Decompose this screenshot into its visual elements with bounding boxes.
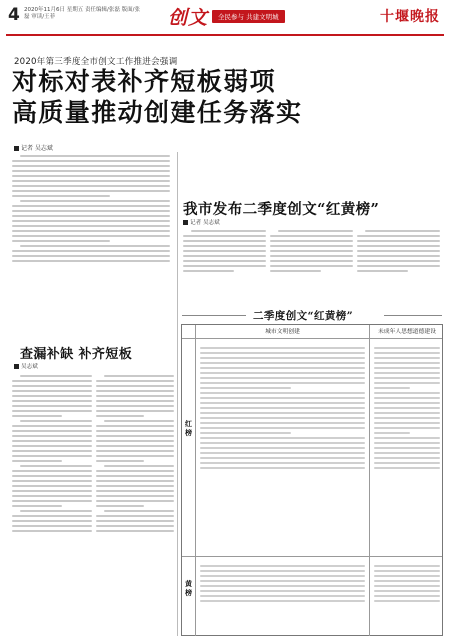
text-line: [96, 515, 174, 517]
text-line: [357, 265, 440, 267]
text-line: [96, 530, 174, 532]
text-line: [12, 225, 170, 227]
rank-table-title: 二季度创文“红黄榜”: [253, 310, 354, 322]
text-line: [12, 190, 170, 192]
text-line: [96, 475, 174, 477]
text-line: [12, 395, 92, 397]
text-line: [20, 465, 92, 467]
text-line: [96, 500, 174, 502]
text-line: [374, 570, 440, 572]
brand-slogan: 全民参与 共建文明城: [212, 10, 285, 23]
text-line: [12, 430, 92, 432]
text-line: [12, 195, 110, 197]
text-line: [96, 430, 174, 432]
right-article-headline: 我市发布二季度创文“红黄榜”: [183, 201, 380, 218]
text-line: [200, 387, 291, 389]
left-article-body-col-1: [12, 372, 92, 634]
text-line: [374, 372, 440, 374]
text-line: [12, 460, 62, 462]
text-line: [374, 575, 440, 577]
text-line: [374, 417, 440, 419]
text-lines: [96, 375, 174, 532]
text-line: [374, 387, 410, 389]
text-lines: [270, 230, 353, 272]
text-line: [200, 392, 365, 394]
text-line: [12, 210, 170, 212]
text-lines: [374, 562, 440, 631]
text-line: [374, 402, 440, 404]
text-line: [270, 250, 353, 252]
text-line: [12, 475, 92, 477]
text-line: [12, 205, 170, 207]
text-line: [200, 600, 365, 602]
text-line: [96, 410, 174, 412]
text-line: [270, 235, 353, 237]
text-line: [374, 600, 440, 602]
text-line: [12, 410, 92, 412]
text-line: [374, 347, 440, 349]
text-line: [96, 485, 174, 487]
yellow-list-label: 黄榜: [185, 579, 192, 597]
text-line: [200, 432, 291, 434]
main-headline-line-1: 对标对表补齐短板弱项: [12, 67, 277, 96]
text-line: [374, 565, 440, 567]
text-line: [96, 380, 174, 382]
text-line: [96, 455, 174, 457]
text-line: [374, 427, 440, 429]
left-article-body-col-2: [96, 372, 174, 634]
text-lines: [12, 155, 170, 262]
text-line: [12, 495, 92, 497]
text-line: [200, 585, 365, 587]
text-line: [12, 435, 92, 437]
text-line: [12, 405, 92, 407]
text-line: [12, 170, 170, 172]
brand-wordmark: 创文: [168, 6, 209, 29]
text-line: [96, 395, 174, 397]
text-line: [374, 392, 440, 394]
column-divider: [177, 152, 178, 636]
text-line: [96, 390, 174, 392]
text-line: [374, 437, 440, 439]
red-list-minor-cell: [370, 339, 444, 556]
text-line: [12, 165, 170, 167]
text-line: [200, 372, 365, 374]
text-line: [96, 490, 174, 492]
text-line: [200, 402, 365, 404]
table-header-row: [182, 325, 442, 339]
text-line: [200, 347, 365, 349]
text-line: [374, 397, 440, 399]
text-line: [357, 235, 440, 237]
text-line: [183, 270, 234, 272]
text-lines: [183, 230, 266, 272]
text-line: [96, 425, 174, 427]
text-line: [12, 215, 170, 217]
main-article-kicker: 2020年第三季度全市创文工作推进会强调: [14, 57, 178, 67]
text-line: [278, 230, 353, 232]
text-line: [200, 427, 365, 429]
text-line: [374, 352, 440, 354]
left-byline-text: 吴志斌: [21, 364, 38, 370]
text-line: [200, 352, 365, 354]
dateline: 2020年11月6日 星期五 责任编辑/张磊 版面/张磊 审读/王菲: [24, 7, 140, 20]
text-line: [12, 470, 92, 472]
text-line: [96, 450, 174, 452]
red-list-label: 红榜: [185, 419, 192, 437]
yellow-list-label-cell: [182, 557, 196, 636]
text-line: [12, 520, 92, 522]
text-line: [200, 462, 365, 464]
text-line: [270, 265, 353, 267]
text-line: [374, 367, 440, 369]
text-line: [12, 180, 170, 182]
yellow-list-minor-cell: [370, 557, 444, 636]
text-line: [374, 442, 440, 444]
main-article-headline: [12, 66, 436, 128]
byline-square-icon: [183, 220, 188, 225]
table-row-yellow: [182, 557, 442, 636]
text-line: [12, 160, 170, 162]
table-header-city: 城市文明创建: [196, 325, 370, 338]
right-article-body-col-2: [270, 227, 353, 299]
text-line: [12, 250, 170, 252]
text-line: [12, 235, 170, 237]
text-line: [96, 460, 144, 462]
text-line: [374, 412, 440, 414]
text-line: [12, 455, 92, 457]
text-line: [374, 462, 440, 464]
text-line: [20, 245, 170, 247]
text-line: [12, 505, 62, 507]
text-line: [200, 442, 365, 444]
text-line: [20, 420, 92, 422]
rank-table: [181, 324, 443, 636]
text-line: [12, 220, 170, 222]
table-header-minor: 未成年人思想道德建设: [378, 329, 436, 335]
yellow-list-city-cell: [196, 557, 370, 636]
text-line: [104, 465, 174, 467]
text-line: [270, 240, 353, 242]
text-lines: [357, 230, 440, 272]
red-list-label-cell: [182, 339, 196, 556]
text-line: [12, 400, 92, 402]
text-line: [12, 515, 92, 517]
text-line: [96, 400, 174, 402]
text-line: [357, 255, 440, 257]
text-line: [12, 255, 170, 257]
red-list-city-cell: [196, 339, 370, 556]
text-line: [12, 390, 92, 392]
text-line: [20, 200, 170, 202]
right-article-body-col-3: [357, 227, 440, 299]
main-byline-text: 记者 吴志斌: [21, 145, 53, 152]
text-line: [12, 485, 92, 487]
text-line: [96, 435, 174, 437]
text-line: [374, 447, 440, 449]
text-line: [20, 155, 170, 157]
text-line: [200, 407, 365, 409]
text-line: [104, 375, 174, 377]
text-line: [12, 440, 92, 442]
text-line: [96, 480, 174, 482]
text-line: [374, 377, 440, 379]
text-line: [12, 415, 62, 417]
text-line: [104, 510, 174, 512]
page-number: 4: [8, 5, 20, 25]
text-line: [12, 500, 92, 502]
text-line: [200, 595, 365, 597]
text-line: [200, 382, 365, 384]
text-lines: [200, 562, 365, 631]
text-line: [357, 270, 408, 272]
text-line: [183, 240, 266, 242]
text-line: [200, 575, 365, 577]
byline-square-icon: [14, 364, 19, 369]
text-line: [183, 265, 266, 267]
text-line: [200, 412, 365, 414]
text-line: [96, 470, 174, 472]
text-line: [365, 230, 440, 232]
text-line: [12, 450, 92, 452]
text-line: [200, 367, 365, 369]
text-line: [191, 230, 266, 232]
main-article-body: [12, 152, 170, 330]
text-line: [96, 525, 174, 527]
text-line: [12, 480, 92, 482]
text-line: [374, 595, 440, 597]
text-line: [200, 457, 365, 459]
newspaper-logo: 十堰晚报: [380, 9, 440, 25]
text-line: [12, 185, 170, 187]
table-title-rule-right: [384, 315, 442, 316]
text-line: [200, 397, 365, 399]
text-line: [270, 260, 353, 262]
text-line: [374, 422, 440, 424]
text-line: [200, 452, 365, 454]
text-line: [12, 260, 170, 262]
text-line: [200, 467, 365, 469]
brand-banner: [168, 4, 285, 28]
text-line: [96, 385, 174, 387]
table-header-corner: [182, 325, 196, 338]
text-line: [12, 380, 92, 382]
right-byline-text: 记者 吴志斌: [190, 220, 220, 226]
text-line: [200, 565, 365, 567]
text-line: [357, 250, 440, 252]
table-title-rule-left: [182, 315, 246, 316]
text-line: [96, 405, 174, 407]
masthead: [0, 0, 450, 48]
text-line: [374, 407, 440, 409]
text-line: [96, 505, 144, 507]
main-article-byline: [14, 143, 53, 152]
text-line: [96, 495, 174, 497]
text-line: [12, 525, 92, 527]
text-line: [12, 490, 92, 492]
text-lines: [374, 344, 440, 551]
text-line: [200, 362, 365, 364]
text-line: [200, 357, 365, 359]
text-line: [374, 457, 440, 459]
text-line: [374, 357, 440, 359]
text-line: [96, 440, 174, 442]
text-line: [374, 382, 440, 384]
text-line: [270, 255, 353, 257]
text-line: [96, 520, 174, 522]
text-line: [374, 580, 440, 582]
text-line: [270, 245, 353, 247]
byline-square-icon: [14, 146, 19, 151]
text-line: [270, 270, 321, 272]
text-line: [12, 425, 92, 427]
text-line: [200, 447, 365, 449]
text-line: [357, 260, 440, 262]
text-line: [12, 530, 92, 532]
text-line: [183, 250, 266, 252]
right-article-body-col-1: [183, 227, 266, 299]
table-row-red: [182, 339, 442, 557]
text-line: [357, 240, 440, 242]
text-line: [104, 420, 174, 422]
text-line: [183, 245, 266, 247]
text-line: [12, 175, 170, 177]
text-line: [96, 415, 144, 417]
text-line: [374, 467, 440, 469]
text-lines: [200, 344, 365, 551]
text-line: [200, 580, 365, 582]
text-line: [12, 385, 92, 387]
text-line: [20, 375, 92, 377]
left-article-headline: 查漏补缺 补齐短板: [20, 347, 133, 362]
left-article-byline: [14, 362, 38, 370]
text-line: [200, 422, 365, 424]
text-line: [374, 590, 440, 592]
text-line: [12, 445, 92, 447]
text-line: [183, 255, 266, 257]
text-line: [12, 240, 110, 242]
text-line: [200, 377, 365, 379]
text-line: [96, 445, 174, 447]
text-line: [12, 230, 170, 232]
text-line: [374, 452, 440, 454]
text-line: [200, 417, 365, 419]
masthead-divider: [6, 34, 444, 36]
text-line: [200, 437, 365, 439]
text-line: [20, 510, 92, 512]
text-line: [374, 585, 440, 587]
text-line: [200, 570, 365, 572]
main-headline-line-2: 高质量推动创建任务落实: [12, 98, 303, 127]
text-line: [183, 260, 266, 262]
text-line: [183, 235, 266, 237]
right-article-byline: [183, 218, 220, 226]
text-line: [200, 590, 365, 592]
text-line: [374, 362, 440, 364]
text-lines: [12, 375, 92, 532]
text-line: [374, 432, 410, 434]
text-line: [357, 245, 440, 247]
